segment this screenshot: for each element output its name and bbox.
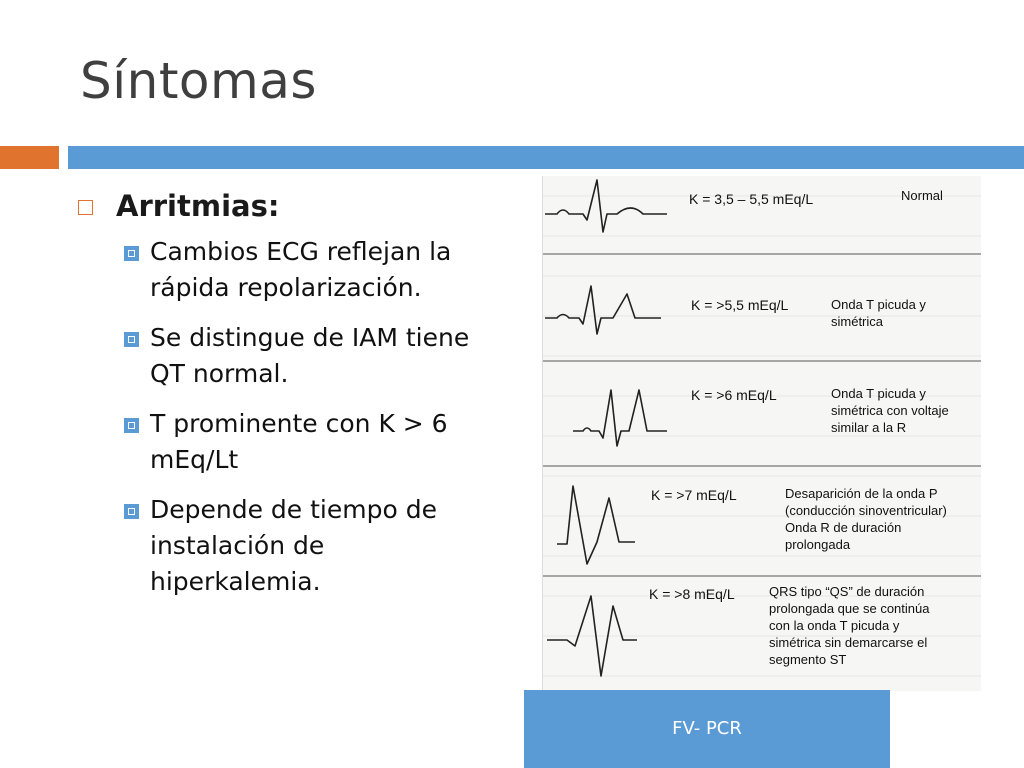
- k-label: K = >6 mEq/L: [691, 387, 777, 403]
- ecg-hyperkalemia-figure: [542, 176, 981, 691]
- filled-square-bullet-icon: [124, 418, 139, 433]
- accent-bar-orange: [0, 146, 59, 169]
- sub-bullet: [74, 492, 494, 600]
- row-description: Desaparición de la onda P: [785, 486, 938, 501]
- k-label: K = >7 mEq/L: [651, 487, 737, 503]
- row-description: con la onda T picuda y: [769, 618, 900, 633]
- sub-bullet-text: Cambios ECG reflejan la rápida repolarización.: [150, 237, 452, 302]
- row-description: (conducción sinoventricular): [785, 503, 947, 518]
- row-description: QRS tipo “QS” de duración: [769, 584, 925, 599]
- row-description: Onda T picuda y: [831, 297, 926, 312]
- k-label: K = 3,5 – 5,5 mEq/L: [689, 191, 814, 207]
- row-description: similar a la R: [831, 420, 907, 435]
- row-description: prolongada: [785, 537, 851, 552]
- row-description: simétrica con voltaje: [831, 403, 949, 418]
- k-label: K = >5,5 mEq/L: [691, 297, 789, 313]
- row-description: prolongada que se continúa: [769, 601, 930, 616]
- sub-bullet-text: Depende de tiempo de instalación de hiperkalemia.: [150, 495, 437, 596]
- ecg-wave-k6: [573, 390, 667, 446]
- filled-square-bullet-icon: [124, 332, 139, 347]
- sub-bullet: [74, 406, 494, 478]
- sub-bullet: [74, 234, 494, 306]
- filled-square-bullet-icon: [124, 504, 139, 519]
- ecg-wave-k55: [545, 286, 661, 334]
- sub-bullet-text: T prominente con K > 6 mEq/Lt: [150, 409, 448, 474]
- k-label: K = >8 mEq/L: [649, 586, 735, 602]
- sub-bullet: [74, 320, 494, 392]
- accent-bar-blue: [68, 146, 1024, 169]
- row-description: Onda R de duración: [785, 520, 902, 535]
- page-title: Síntomas: [80, 52, 317, 110]
- row-description: simétrica: [831, 314, 884, 329]
- ecg-wave-normal: [545, 180, 667, 232]
- row-description: simétrica sin demarcarse el: [769, 635, 928, 650]
- ecg-wave-k7: [557, 486, 635, 564]
- row-description: segmento ST: [769, 652, 847, 667]
- filled-square-bullet-icon: [124, 246, 139, 261]
- row-description: Normal: [901, 188, 943, 203]
- row-description: Onda T picuda y: [831, 386, 926, 401]
- footer-label: FV- PCR: [524, 690, 890, 768]
- bullet-level1-text: Arritmias:: [116, 189, 280, 223]
- square-bullet-icon: [78, 200, 93, 215]
- bullet-list: [74, 188, 494, 600]
- sub-bullet-text: Se distingue de IAM tiene QT normal.: [150, 323, 470, 388]
- bullet-arritmias: [74, 188, 494, 224]
